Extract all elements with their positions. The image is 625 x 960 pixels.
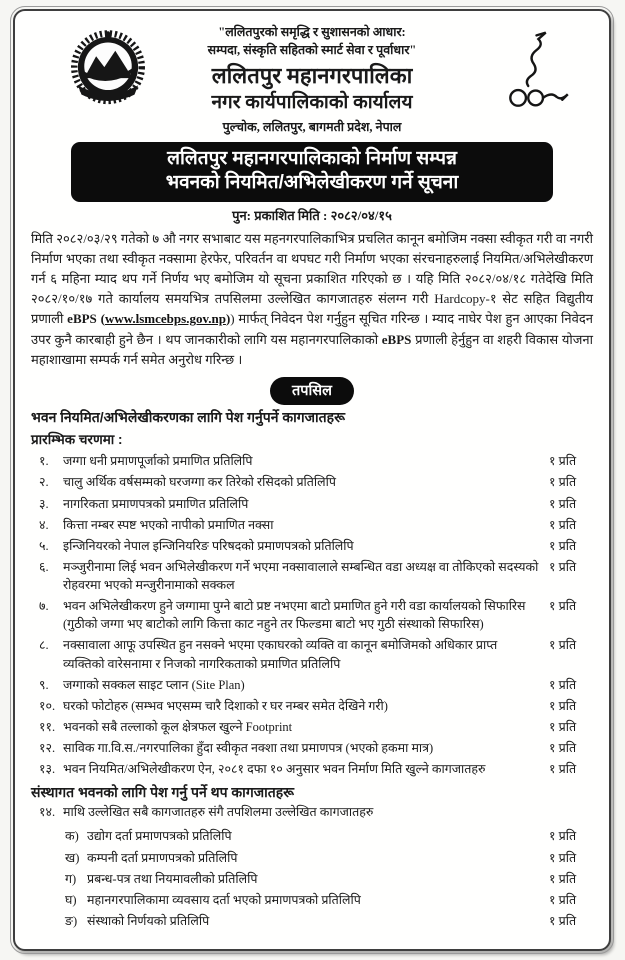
item-quantity: १ प्रति xyxy=(549,538,577,553)
item-text: नक्सावाला आफू उपस्थित हुन नसक्ने भएमा एकाघरको व्यक्ति वा कानून बमोजिमको अधिकार प्राप्त व्यक्तिको वारेसनामा र निजको नागरिकताको प्रमाणित प्रतिलिपि xyxy=(63,638,498,671)
item-quantity: १ प्रति xyxy=(549,871,577,886)
list-item xyxy=(31,695,593,716)
initial-phase-subheading: प्रारम्भिक चरणमा : xyxy=(31,431,123,447)
item-number: १०. xyxy=(39,698,56,713)
item-number: २. xyxy=(39,475,49,490)
item-quantity: १ प्रति xyxy=(549,599,577,614)
institutional-documents-list xyxy=(31,826,593,932)
banner-line-1: ललितपुर महानगरपालिकाको निर्माण सम्पन्न xyxy=(167,147,457,169)
item-number: ८. xyxy=(39,638,49,653)
ebps-label: eBPS ( xyxy=(67,311,105,327)
item-text: साविक गा.वि.स./नगरपालिका हुँदा स्वीकृत नक्शा तथा प्रमाणपत्र (भएको हकमा मात्र) xyxy=(63,741,434,756)
item-number: क) xyxy=(65,829,79,844)
list-item xyxy=(31,826,593,847)
item-quantity: १ प्रति xyxy=(549,698,577,713)
item-number: ११. xyxy=(39,719,56,734)
slogan-line-1: "ललितपुरको समृद्धि र सुशासनको आधार: xyxy=(218,25,406,39)
item-text: घरको फोटोहरु (सम्भव भएसम्म चारै दिशाको र घर नम्बर समेत देखिने गरी) xyxy=(63,698,388,713)
item-number: ४. xyxy=(39,517,49,532)
item-quantity: १ प्रति xyxy=(549,517,577,532)
municipality-name: ललितपुर महानगरपालिका xyxy=(211,63,413,89)
list-item xyxy=(31,596,593,635)
list-item xyxy=(31,889,593,910)
item-quantity: १ प्रति xyxy=(549,850,577,865)
item-number: १३. xyxy=(39,762,56,777)
list-item xyxy=(31,759,593,780)
item-text: मञ्जुरीनामा लिई भवन अभिलेखीकरण गर्ने भएमा नक्सावालाले सम्बन्धित वडा अध्यक्ष वा तोकिएको सदस्यको रोहवरमा भएको मन्जुरीनामाको सक्कल xyxy=(63,559,539,593)
item-number: ख) xyxy=(65,850,80,865)
list-item xyxy=(31,514,593,535)
item-text: नागरिकता प्रमाणपत्रको प्रमाणित प्रतिलिपि xyxy=(63,496,249,511)
item-number: ३. xyxy=(39,496,49,511)
item-number: घ) xyxy=(65,892,77,907)
paragraph-text-2: ) मार्फत् निवेदन पेश गर्नुहुन सूचित गरिन्छ । म्याद नाघेर पेश हुन आएका निवेदन उपर कुनै कारबाही हुने छैन । थप जानकारीको लागि यस महानगरपालिकाको xyxy=(31,311,593,347)
item-text: कम्पनी दर्ता प्रमाणपत्रको प्रतिलिपि xyxy=(87,850,238,865)
list-item xyxy=(31,847,593,868)
list-item xyxy=(31,910,593,931)
item-number: ९. xyxy=(39,677,49,692)
list-item xyxy=(31,472,593,493)
item-text: इन्जिनियरको नेपाल इन्जिनियरिङ परिषदको प्रमाणपत्रको प्रतिलिपि xyxy=(63,538,354,553)
initial-documents-list xyxy=(31,451,593,780)
item-number: १. xyxy=(39,454,49,469)
item-text: चालु अर्थिक वर्षसम्मको घरजग्गा कर तिरेको रसिदको प्रतिलिपि xyxy=(63,475,336,490)
item-quantity: १ प्रति xyxy=(549,559,577,574)
item-quantity: १ प्रति xyxy=(549,829,577,844)
item-quantity: १ प्रति xyxy=(549,638,577,653)
item-quantity: १ प्रति xyxy=(549,719,577,734)
item-text: जग्गा धनी प्रमाणपूर्जाको प्रमाणित प्रतिलिपि xyxy=(63,454,253,469)
item-number: १४. xyxy=(39,805,56,820)
documents-section-heading: भवन नियमित/अभिलेखीकरणका लागि पेश गर्नुपर्ने कागजातहरू xyxy=(31,408,345,425)
item-quantity: १ प्रति xyxy=(549,913,577,928)
item-quantity: १ प्रति xyxy=(549,741,577,756)
item-number: ५. xyxy=(39,538,49,553)
institutional-section-heading: संस्थागत भवनको लागि पेश गर्नु पर्ने थप कागजातहरू xyxy=(31,783,295,800)
list-item xyxy=(31,716,593,737)
banner-line-2: भवनको नियमित/अभिलेखीकरण गर्ने सूचना xyxy=(165,172,459,194)
list-item-14 xyxy=(31,802,593,823)
ebps-url-link[interactable]: www.lsmcebps.gov.np xyxy=(104,311,226,327)
item-quantity: १ प्रति xyxy=(549,475,577,490)
republish-date: २०८२/०४/१५ xyxy=(330,207,392,223)
item-quantity: १ प्रति xyxy=(549,454,577,469)
list-item xyxy=(31,635,593,674)
document-header xyxy=(31,21,593,135)
notice-paragraph xyxy=(31,229,593,370)
item-text: भवन नियमित/अभिलेखीकरण ऐन, २०८१ दफा १० अनुसार भवन निर्माण मिति खुल्ने कागजातहरु xyxy=(63,762,486,777)
list-item xyxy=(31,535,593,556)
list-item xyxy=(31,451,593,472)
item-text: माथि उल्लेखित सबै कागजातहरु संगै तपशिलमा उल्लेखित कागजातहरु xyxy=(63,805,374,820)
item-number: ७. xyxy=(39,599,49,614)
list-item xyxy=(31,674,593,695)
tapasil-badge: तपसिल xyxy=(270,377,354,405)
item-number: ग) xyxy=(65,871,77,886)
office-address: पुल्चोक, ललितपुर, बागमती प्रदेश, नेपाल xyxy=(222,119,402,134)
signature-icon xyxy=(485,25,577,123)
item-quantity: १ प्रति xyxy=(549,892,577,907)
item-number: १२. xyxy=(39,741,56,756)
ebps-label-2: eBPS xyxy=(381,331,412,347)
municipal-seal-icon xyxy=(61,27,155,111)
url-close-paren: ) xyxy=(225,311,231,327)
item-number: ६. xyxy=(39,559,49,574)
republish-label: पुन: प्रकाशित मिति : xyxy=(232,207,328,223)
item-text: जग्गाको सक्कल साइट प्लान (Site Plan) xyxy=(63,677,245,692)
item-text: कित्ता नम्बर स्पष्ट भएको नापीको प्रमाणित नक्सा xyxy=(63,517,274,532)
item-text: प्रबन्ध-पत्र तथा नियमावलीको प्रतिलिपि xyxy=(87,871,258,886)
notice-document xyxy=(13,9,611,951)
republish-date-line xyxy=(31,206,593,224)
item-quantity: १ प्रति xyxy=(549,677,577,692)
item-quantity: १ प्रति xyxy=(549,762,577,777)
office-name: नगर कार्यपालिकाको कार्यालय xyxy=(211,91,413,113)
item-number: ङ) xyxy=(65,913,78,928)
list-item xyxy=(31,868,593,889)
notice-title-banner xyxy=(71,142,553,202)
paragraph-text-1: मिति २०८२/०३/२९ गतेको ७ औ नगर सभाबाट यस महनगरपालिकाभित्र प्रचलित कानून बमोजिम नक्सा स्वीकृत गरी वा नगरी निर्माण भएका तथा स्वीकृत नक्सामा हेरफेर, परिवर्तन वा थपघट गरी निर्माण भएका संरचनाहरुलाई नियमित/अभिलेखीकरण गर्न ६ महिना म्याद थप गर्ने निर्णय भए बमोजिम यो सूचना प्रकाशित गरिएको छ । यहि मिति २०८२/०४/१८ गतेदेखि मिति २०८२/१०/१७ गते कार्यालय समयभित्र तपसिलमा उल्लेखित कागजातहरु संलग्न गरी Hardcopy-१ सेट सहित विद्युतीय प्रणाली xyxy=(31,230,593,327)
list-item xyxy=(31,493,593,514)
item-text: महानगरपालिकामा व्यवसाय दर्ता भएको प्रमाणपत्रको प्रतिलिपि xyxy=(87,892,361,907)
item-text: उद्योग दर्ता प्रमाणपत्रको प्रतिलिपि xyxy=(87,829,232,844)
item-quantity: १ प्रति xyxy=(549,496,577,511)
item-text: भवन अभिलेखीकरण हुने जग्गामा पुग्ने बाटो प्रष्ट नभएमा बाटो प्रमाणित हुने गरी वडा कार्यालयको सिफारिस (गुठीको जग्गा भए बाटोको लागि कित्ता काट नहुने तर फिल्डमा बाटो भए गुठी संस्थाको सिफारिस) xyxy=(63,599,526,632)
paragraph-text-3: प्रणाली हेर्नुहुन वा शहरी विकास योजना महाशाखामा सम्पर्क गर्न समेत अनुरोध गरिन्छ । xyxy=(31,331,593,367)
list-item xyxy=(31,556,593,595)
item-text: संस्थाको निर्णयको प्रतिलिपि xyxy=(87,913,210,928)
list-item xyxy=(31,738,593,759)
tapasil-badge-wrap xyxy=(31,377,593,405)
item-text: भवनको सबै तल्लाको कूल क्षेत्रफल खुल्ने Footprint xyxy=(63,719,293,734)
slogan-line-2: सम्पदा, संस्कृति सहितको स्मार्ट सेवा र पूर्वाधार" xyxy=(207,43,417,58)
